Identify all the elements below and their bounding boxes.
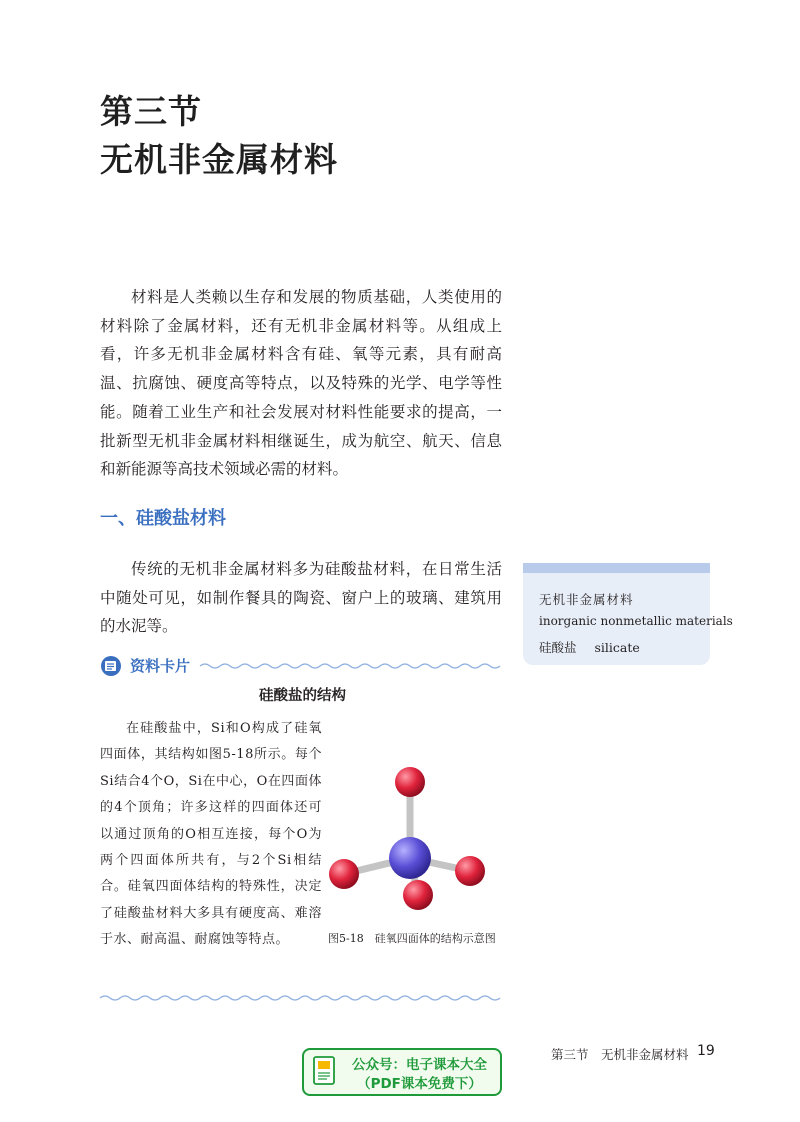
watermark-stamp [302,1048,502,1096]
running-footer: 第三节 无机非金属材料 [551,1047,689,1062]
oxygen-atom-right [455,856,485,886]
glossary-top-bar [523,563,710,573]
wavy-divider-bottom [100,993,505,1003]
glossary-silicate [539,638,640,656]
info-card-header [100,655,505,677]
oxygen-atom-top [395,767,425,797]
silicate-text: 传统的无机非金属材料多为硅酸盐材料，在日常生活中随处可见，如制作餐具的陶瓷、窗户上的玻璃、建筑用的水泥等。 [100,560,502,636]
intro-paragraph [100,283,502,484]
subsection-heading: 一、硅酸盐材料 [100,508,226,529]
glossary-term-zh: 无机非金属材料 [539,592,634,607]
info-card-icon [100,655,124,677]
tetrahedron-figure [325,760,495,920]
silicon-atom-center [389,837,431,879]
oxygen-atom-left [329,859,359,889]
page-number: 19 [697,1043,715,1059]
info-card-label: 资料卡片 [130,657,191,675]
glossary-silicate-zh: 硅酸盐 [539,640,577,655]
section-title: 无机非金属材料 [100,140,338,179]
info-card-paragraph: 在硅酸盐中，Si和O构成了硅氧四面体，其结构如图5-18所示。每个Si结合4个O，Si在中心，O在四面体的4个顶角；许多这样的四面体还可以通过顶角的O相互连接，每个O为两个四面体所共有，与2个Si相结合。硅氧四面体结构的特殊性，决定了硅酸盐材料大多具有硬度高、难溶于水、耐高温、耐腐蚀等特点。 [100,721,322,948]
glossary-box [523,563,733,665]
glossary-silicate-en: silicate [594,640,640,655]
figure-caption: 图5-18 硅氧四面体的结构示意图 [328,932,496,945]
oxygen-atom-front [403,880,433,910]
section-number: 第三节 [100,92,202,131]
book-icon [312,1055,338,1087]
glossary-term-en: inorganic nonmetallic materials [539,614,733,628]
watermark-line-2: （PDF课本免费下） [357,1076,482,1092]
info-card-text [100,716,322,954]
wavy-divider-top [200,661,505,671]
watermark-line-1: 公众号：电子课本大全 [352,1057,487,1073]
intro-text: 材料是人类赖以生存和发展的物质基础，人类使用的材料除了金属材料，还有无机非金属材料等。从组成上看，许多无机非金属材料含有硅、氧等元素，具有耐高温、抗腐蚀、硬度高等特点，以及特殊的光学、电学等性能。随着工业生产和社会发展对材料性能要求的提高，一批新型无机非金属材料相继诞生，成为航空、航天、信息和新能源等高技术领域必需的材料。 [100,288,502,479]
info-card-title: 硅酸盐的结构 [259,688,346,704]
silicate-paragraph [100,555,502,641]
